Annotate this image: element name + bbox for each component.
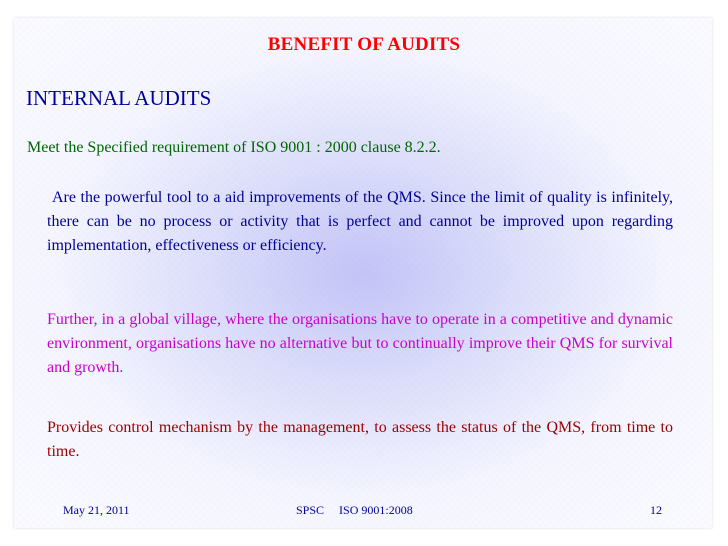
footer-center-text: SPSC ISO 9001:2008 xyxy=(296,503,413,517)
paragraph-control-mechanism: Provides control mechanism by the management, to assess the status of the QMS, from time to time. xyxy=(47,419,673,460)
paragraph-global-village: Further, in a global village, where the organisations have to operate in a competitive and dynamic environment, organisations have no alternative but to continually improve their QMS for survival and growth. xyxy=(47,311,673,376)
slide-title: BENEFIT OF AUDITS xyxy=(267,34,461,55)
footer-date: May 21, 2011 xyxy=(63,503,130,517)
requirement-text: Meet the Specified requirement of ISO 9001 : 2000 clause 8.2.2. xyxy=(27,139,441,156)
paragraph-improvement-tool: Are the powerful tool to a aid improvements of the QMS. Since the limit of quality is infinitely, there can be no process or activity that is perfect and cannot be improved upon regarding implementation, effectiveness or efficiency. xyxy=(47,189,673,254)
footer-page-number: 12 xyxy=(650,503,662,517)
section-heading: INTERNAL AUDITS xyxy=(26,86,212,110)
